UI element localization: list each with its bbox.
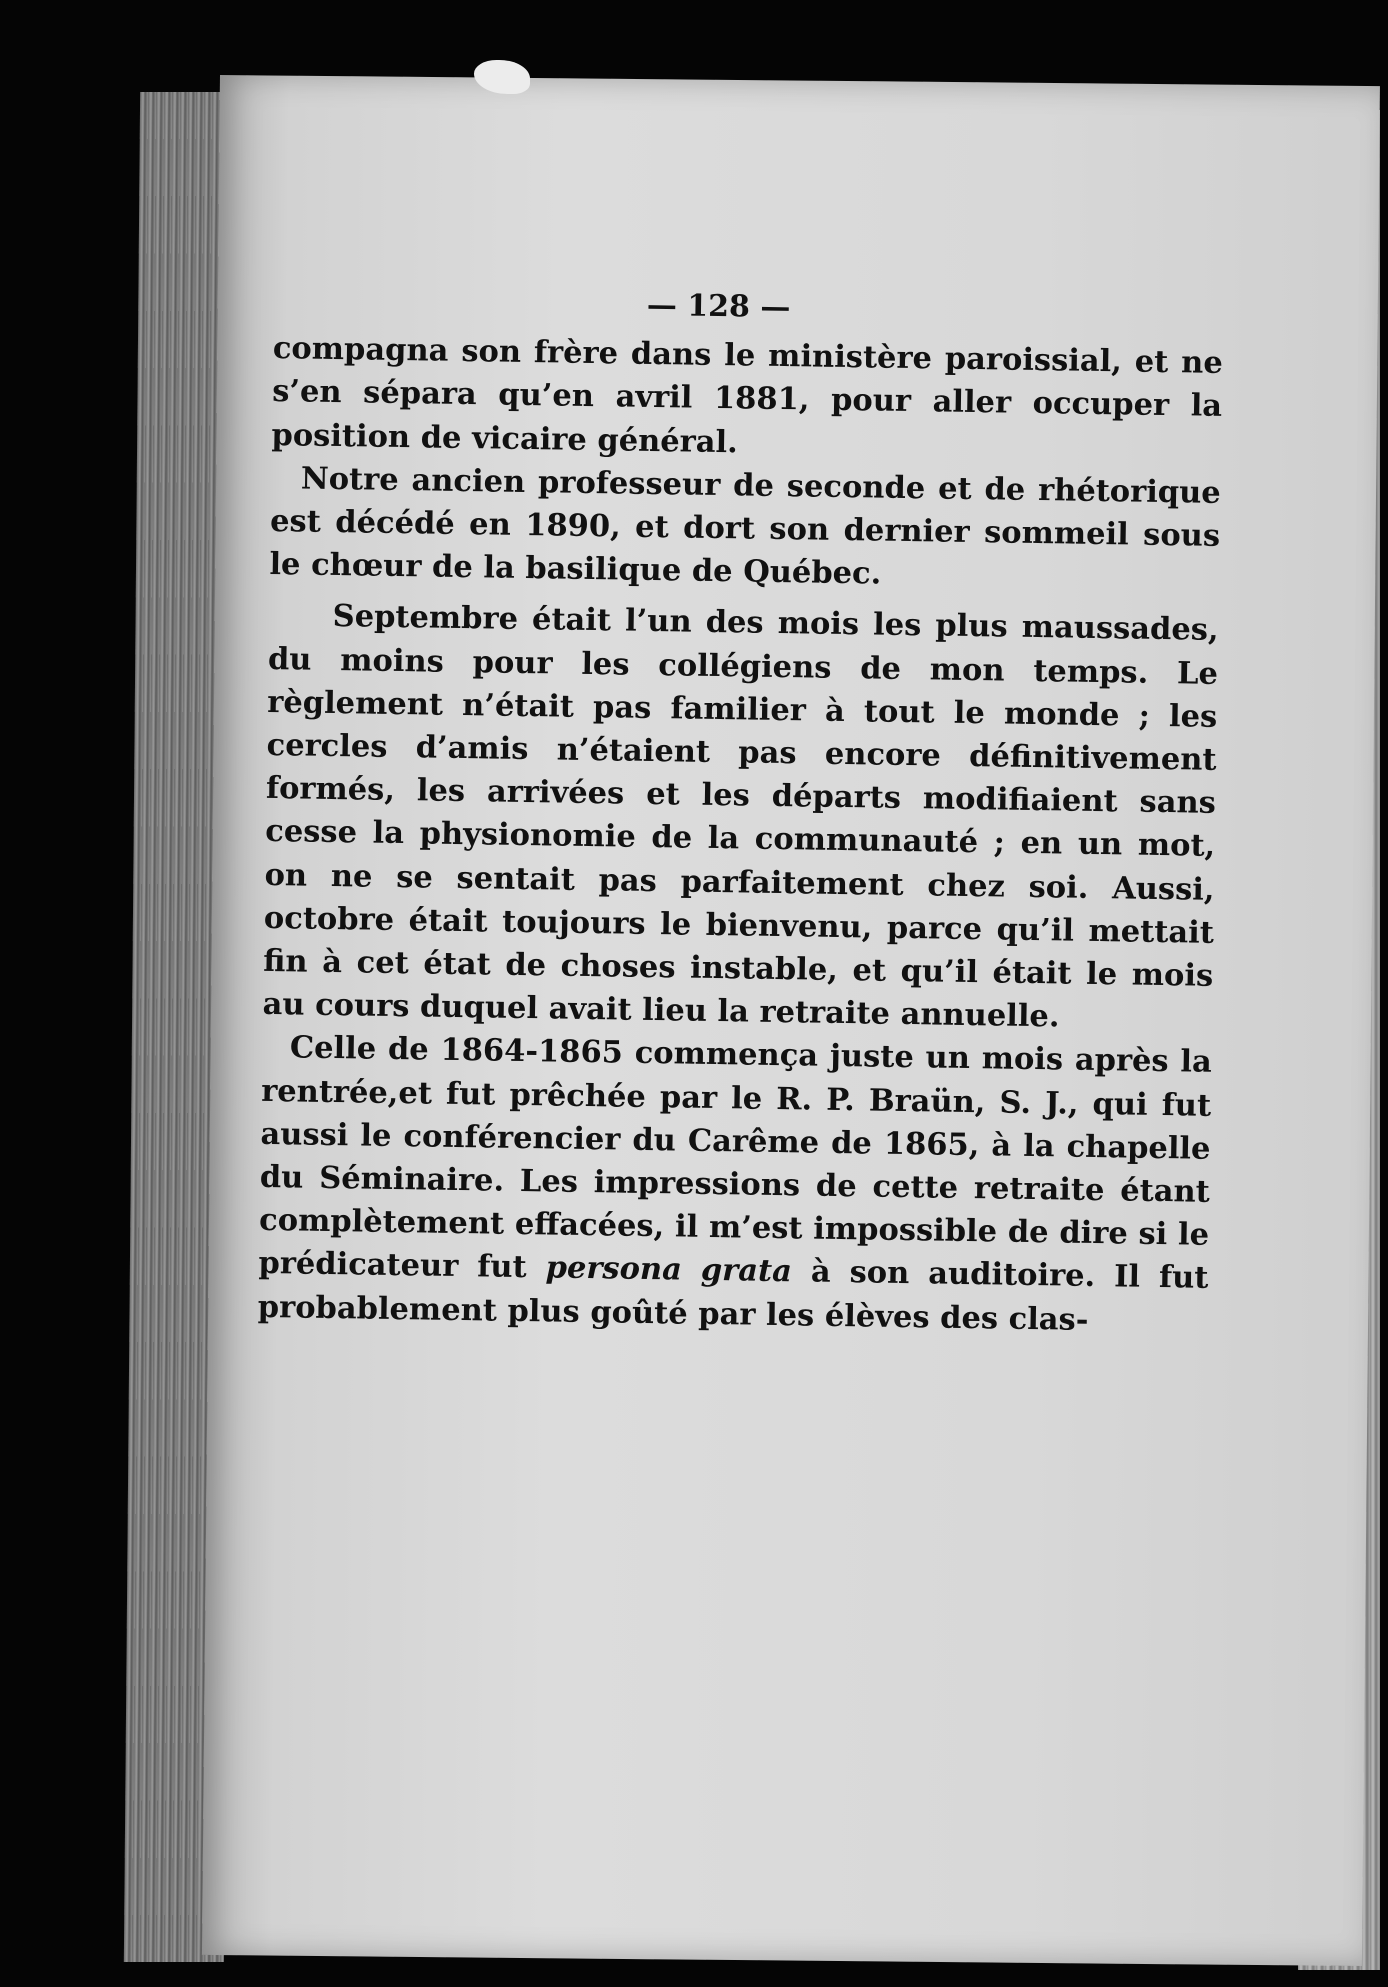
page-text-block <box>254 278 1224 1593</box>
paragraph-3: Septembre était l’un des mois les plus maussades, du moins pour les collégiens de mon temps. Le règlement n’était pas familier à tout le monde ; les cercles d’amis n’étaient pas encore définitivement formés, les arrivées et les départs modifiaient sans cesse la physionomie de la communauté ; en un mot, on ne se sentait pas parfaitement chez soi. Aussi, octobre était toujours le bienvenu, parce qu’il mettait fin à cet état de choses instable, et qu’il était le mois au cours duquel avait lieu la retraite annuelle. <box>262 598 1219 1035</box>
paragraph-4 <box>257 1026 1212 1343</box>
latin-phrase: persona grata <box>545 1249 793 1290</box>
paragraph-2: Notre ancien professeur de seconde et de rhétorique est décédé en 1890, et dort son dernier sommeil sous le chœur de la basilique de Québec. <box>269 460 1222 592</box>
paragraph-1: compagna son frère dans le ministère paroissial, et ne s’en sépara qu’en avril 1881, pour aller occuper la position de vicaire général. <box>271 330 1224 460</box>
paragraph-4-text-before: Celle de 1864-1865 commença juste un mois après la rentrée,et fut prêchée par le R. P. Braün, S. J., qui fut aussi le conférencier du Carême de 1865, à la chapelle du Séminaire. Les impressions de cette retraite étant complètement effacées, il m’est impossible de dire si le prédicateur fut <box>258 1029 1213 1286</box>
page-number: — 128 — <box>646 287 791 326</box>
paragraph-4-text-after: à son auditoire. Il fut probablement plus goûté par les élèves des clas- <box>257 1253 1209 1338</box>
